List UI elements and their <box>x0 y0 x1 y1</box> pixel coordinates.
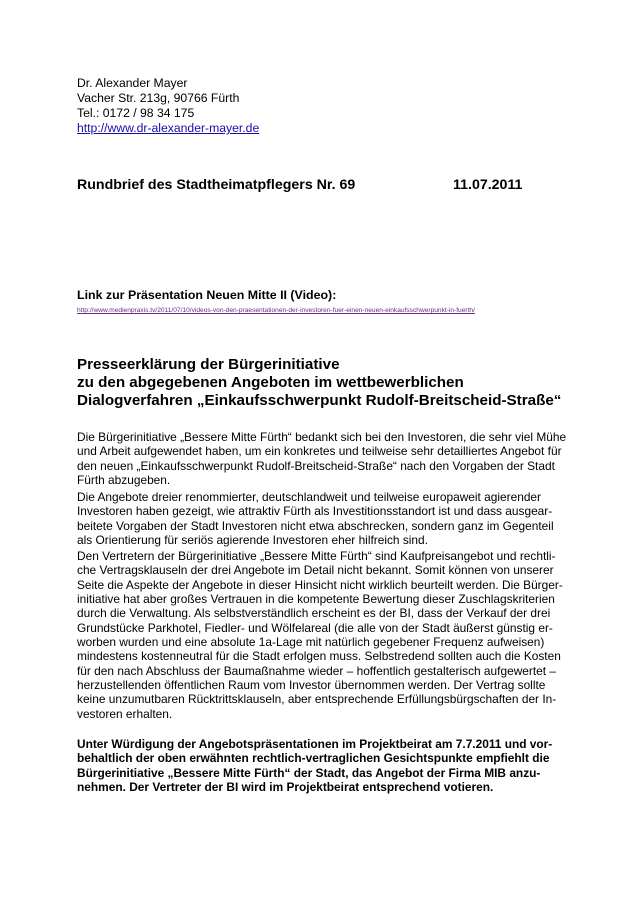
paragraph-2 <box>77 490 554 548</box>
video-link-heading: Link zur Präsentation Neuen Mitte II (Video): <box>77 288 337 302</box>
video-link-url[interactable]: http://www.medienpraxis.tv/2011/07/10/videos-von-den-praesentationen-der-investoren-fuer-einen-neuen-einkaufsschwerpunkt-in-fuerth/ <box>77 307 475 314</box>
text-line: behaltlich der oben erwähnten rechtlich-vertraglichen Gesichtspunkte empfiehlt die <box>77 751 550 766</box>
paragraph-1 <box>77 430 567 488</box>
text-line: den neuen „Einkaufsschwerpunkt Rudolf-Breitscheid-Straße“ nach den Vorgaben der Stadt <box>77 458 555 473</box>
newsletter-heading <box>77 177 537 193</box>
sender-website-link[interactable]: http://www.dr-alexander-mayer.de <box>77 121 260 135</box>
text-line: keine unzumutbaren Rücktrittsklauseln, aber entsprechende Erfüllungsbürgschaften der In- <box>77 692 557 707</box>
text-line: initiative hat aber großes Vertrauen in die kompetente Bewertung dieser Zuschlagskriterien <box>77 592 555 607</box>
text-line: mindestens kostenneutral für die Stadt erfolgen muss. Selbstredend sollten auch die Kosten <box>77 649 561 664</box>
text-line: che Vertragsklauseln der drei Angebote im Detail nicht bekannt. Somit können von unserer <box>77 563 554 578</box>
text-line: Investoren haben gezeigt, wie attraktiv Fürth als Investitionsstandort ist und dass ausgear- <box>77 504 553 519</box>
text-line: beitete Vorgaben der Stadt Investoren nicht etwa abschrecken, sondern ganz im Gegenteil <box>77 518 554 533</box>
conclusion-paragraph <box>77 737 557 795</box>
text-line: nehmen. Der Vertreter der BI wird im Projektbeirat entsprechend votieren. <box>77 780 494 795</box>
text-line: worben wurden und eine absolute 1a-Lage mit natürlich gegebener Frequenz aufweisen) <box>77 635 545 650</box>
sender-block <box>77 76 259 136</box>
paragraph-3 <box>77 549 563 721</box>
text-line: Den Vertretern der Bürgerinitiative „Bessere Mitte Fürth“ sind Kaufpreisangebot und rechtli- <box>77 549 556 563</box>
sender-address: Vacher Str. 213g, 90766 Fürth <box>77 91 240 105</box>
text-line: als Orientierung für seriös agierende Investoren eher hilfreich sind. <box>77 533 428 548</box>
press-release-title <box>77 356 577 410</box>
text-line: Bürgerinitiative „Bessere Mitte Fürth“ der Stadt, das Angebot der Firma MIB anzu- <box>77 765 541 780</box>
text-line: Fürth abzugeben. <box>77 473 171 488</box>
sender-name: Dr. Alexander Mayer <box>77 76 188 90</box>
title-line: Dialogverfahren „Einkaufsschwerpunkt Rudolf-Breitscheid-Straße“ <box>77 392 562 409</box>
text-line: Grundstücke Parkhotel, Fiedler- und Wölfelareal (die alle von der Stadt äußerst günstig er- <box>77 620 553 635</box>
title-line: zu den abgegebenen Angeboten im wettbewerblichen <box>77 374 464 391</box>
text-line: für den nach Abschluss der Baumaßnahme wieder – hoffentlich gestalterisch aufgewertet – <box>77 663 556 678</box>
text-line: vestoren erhalten. <box>77 706 173 721</box>
text-line: Die Angebote dreier renommierter, deutschlandweit und teilweise europaweit agierender <box>77 490 542 504</box>
text-line: Unter Würdigung der Angebotspräsentationen im Projektbeirat am 7.7.2011 und vor- <box>77 737 553 751</box>
newsletter-date: 11.07.2011 <box>453 177 523 193</box>
newsletter-title: Rundbrief des Stadtheimatpflegers Nr. 69 <box>77 177 356 193</box>
title-line: Presseerklärung der Bürgerinitiative <box>77 356 340 373</box>
text-line: durch die Verwaltung. Als selbstverständlich erscheint es der BI, dass der Verkauf der drei <box>77 606 551 621</box>
text-line: und Arbeit aufgewendet haben, um ein konkretes und teilweise sehr detailliertes Angebot für <box>77 444 562 459</box>
text-line: Die Bürgerinitiative „Bessere Mitte Fürth“ bedankt sich bei den Investoren, die sehr viel Mühe <box>77 430 567 444</box>
sender-phone: Tel.: 0172 / 98 34 175 <box>77 106 195 120</box>
text-line: Seite die Aspekte der Angebote in dieser Hinsicht nicht wirklich beurteilt werden. Die Bürger- <box>77 577 563 592</box>
text-line: herzustellenden öffentlichen Raum vom Investor übernommen werden. Der Vertrag sollte <box>77 678 546 693</box>
